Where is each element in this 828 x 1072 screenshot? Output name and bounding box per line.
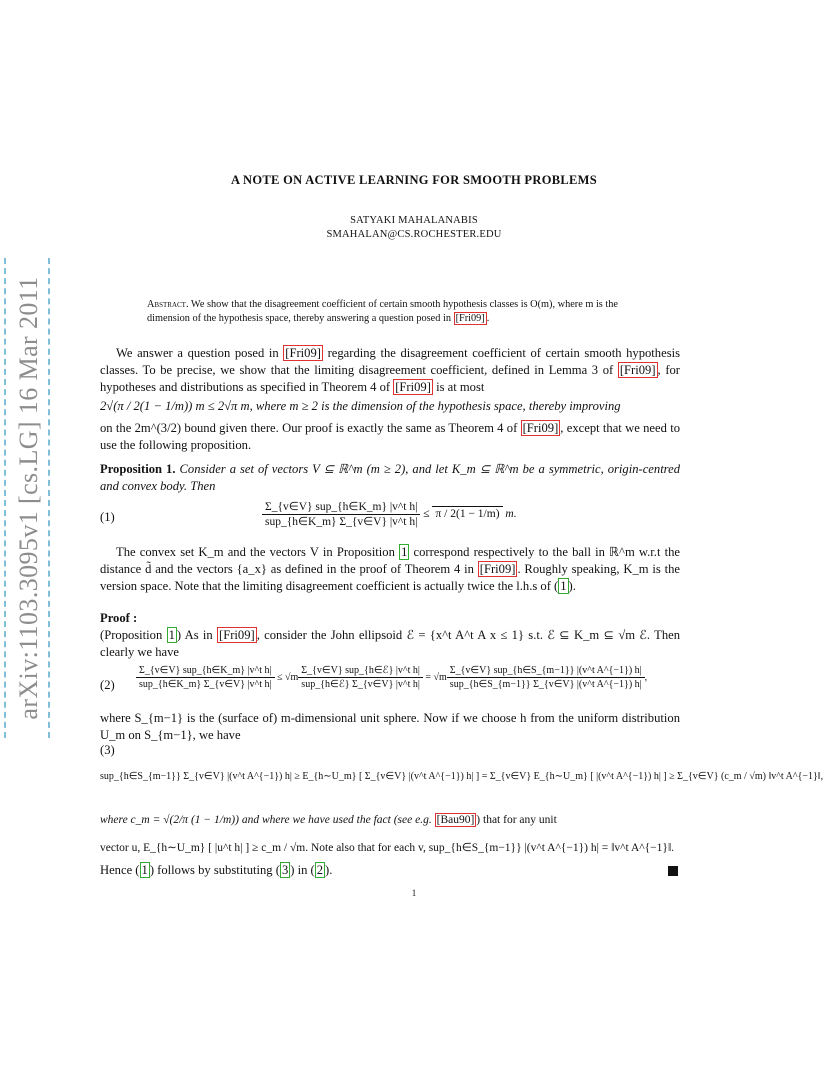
- text: on the 2m^(3/2) bound given there. Our proof is exactly the same as Theorem 4 of: [100, 421, 518, 435]
- intro-math-line: [100, 398, 680, 415]
- text: is at most: [436, 380, 485, 394]
- text: We answer a question posed in: [116, 346, 279, 360]
- reference-link[interactable]: 1: [560, 579, 567, 593]
- proof: [100, 610, 680, 661]
- text: ) in (: [290, 863, 315, 877]
- intro-paragraph: [100, 345, 680, 396]
- relation: ≤ √m: [277, 671, 299, 683]
- text: ).: [325, 863, 333, 877]
- paragraph-4-line-3: [100, 862, 680, 879]
- text: , for hypotheses and distributions as specified in Theorem 4 of: [100, 363, 681, 394]
- equation-number: (3): [100, 743, 115, 757]
- reference-link[interactable]: 1: [401, 545, 408, 559]
- math-inline: 2√(π / 2(1 − 1/m)) m ≤ 2√π m, where m ≥ 2 is the dimension of the hypothesis space, thereby improving: [100, 399, 621, 413]
- fraction-denominator: sup_{h∈K_m} Σ_{v∈V} |v^t h|: [139, 679, 272, 690]
- text: ) As in: [176, 628, 213, 642]
- paragraph-3: where S_{m−1} is the (surface of) m-dimensional unit sphere. Now if we choose h from the uniform distribution U_m on S_{m−1}, we have: [100, 711, 680, 742]
- relation: = √m: [425, 671, 447, 683]
- fraction-numerator: Σ_{v∈V} sup_{h∈K_m} |v^t h|: [262, 500, 420, 515]
- abstract-text: We show that the disagreement coefficient of certain smooth hypothesis classes is O(m), where m is the dimension of the hypothesis space, thereby answering a question posed in: [147, 299, 618, 324]
- citation-link[interactable]: [Fri09]: [285, 346, 321, 360]
- sqrt-term: π / 2(1 − 1/m): [432, 506, 502, 521]
- arxiv-identifier[interactable]: arXiv:1103.3095v1 [cs.LG] 16 Mar 2011: [14, 276, 43, 720]
- paragraph-4-line-1: [100, 812, 680, 829]
- text: where c_m = √(2/π (1 − 1/m)) and where we have used the fact (see e.g.: [100, 814, 432, 826]
- equation-fraction: [298, 664, 423, 691]
- text: , consider the John ellipsoid ℰ = {x^t A^t A x ≤ 1} s.t. ℰ ⊆ K_m ⊆ √m ℰ. Then clearly we have: [100, 628, 681, 659]
- text: ) follows by substituting (: [149, 863, 280, 877]
- citation-link[interactable]: [Fri09]: [219, 628, 255, 642]
- author-name: SATYAKI MAHALANABIS: [350, 215, 478, 226]
- citation-link[interactable]: [Bau90]: [436, 814, 475, 826]
- fraction-numerator: Σ_{v∈V} sup_{h∈ℰ} |v^t h|: [298, 664, 423, 678]
- reference-link[interactable]: 1: [168, 628, 175, 642]
- reference-link[interactable]: 2: [316, 863, 324, 877]
- qed-square-icon: [668, 866, 678, 876]
- proposition-label: Proposition 1.: [100, 462, 176, 476]
- reference-link[interactable]: 3: [281, 863, 289, 877]
- paragraph-4-line-2: vector u, E_{h∼U_m} [ |u^t h| ] ≥ c_m / √m. Note also that for each v, sup_{h∈S_{m−1}} |(v^t A^{−1}) h| = ‖v^t A^{−1}‖.: [100, 842, 675, 854]
- equation-fraction: [262, 500, 420, 529]
- relation: ≤: [423, 508, 430, 521]
- fraction-denominator: sup_{h∈S_{m−1}} Σ_{v∈V} |(v^t A^{−1}) h|: [449, 679, 642, 690]
- arxiv-stamp: [4, 258, 50, 738]
- citation-link[interactable]: [Fri09]: [522, 421, 559, 435]
- equation-3: sup_{h∈S_{m−1}} Σ_{v∈V} |(v^t A^{−1}) h| ≥ E_{h∼U_m} [ Σ_{v∈V} |(v^t A^{−1}) h| ] = Σ_{v∈V} E_{h∼U_m} [ |(v^t A^{−1}) h| ] ≥ Σ_{v∈V} (c_m / √m) ‖v^t A^{−1}‖,: [100, 771, 824, 782]
- paper-title: A NOTE ON ACTIVE LEARNING FOR SMOOTH PROBLEMS: [231, 173, 597, 187]
- abstract-text-end: .: [486, 313, 490, 324]
- text: ) that for any unit: [476, 814, 557, 826]
- page-number: 1: [411, 888, 417, 898]
- proposition: [100, 461, 680, 495]
- citation-link[interactable]: [Fri09]: [455, 313, 485, 324]
- text: regarding the disagreement coefficient of certain smooth hypothesis classes. To be precise, we show that the limiting disagreement coefficient, defined in Lemma 3 of: [100, 346, 680, 377]
- citation-link[interactable]: [Fri09]: [395, 380, 431, 394]
- abstract: [147, 298, 632, 326]
- equation-fraction: [136, 664, 275, 691]
- text: (Proposition: [100, 628, 163, 642]
- fraction-numerator: Σ_{v∈V} sup_{h∈K_m} |v^t h|: [136, 664, 275, 678]
- proof-label: Proof :: [100, 611, 138, 625]
- equation-1: [262, 500, 562, 529]
- citation-link[interactable]: [Fri09]: [479, 562, 516, 576]
- abstract-label: Abstract.: [147, 299, 189, 310]
- proposition-text: Consider a set of vectors V ⊆ ℝ^m (m ≥ 2), and let K_m ⊆ ℝ^m be a symmetric, origin-centred and convex body. Then: [100, 462, 681, 493]
- fraction-denominator: sup_{h∈K_m} Σ_{v∈V} |v^t h|: [265, 516, 418, 528]
- paragraph-2: [100, 544, 680, 595]
- equation-2: [136, 664, 681, 691]
- author-email: SMAHALAN@CS.ROCHESTER.EDU: [326, 229, 502, 240]
- equation-number: (2): [100, 678, 115, 692]
- equation-tail: m.: [505, 508, 517, 521]
- text: Hence (: [100, 863, 140, 877]
- fraction-numerator: Σ_{v∈V} sup_{h∈S_{m−1}} |(v^t A^{−1}) h|: [447, 664, 645, 678]
- reference-link[interactable]: 1: [141, 863, 148, 877]
- intro-paragraph-end: [100, 420, 680, 454]
- equation-number: (1): [100, 510, 115, 524]
- citation-link[interactable]: [Fri09]: [619, 363, 656, 377]
- text: , except that we need to use the following proposition.: [100, 421, 680, 452]
- text: The convex set K_m and the vectors V in Proposition: [116, 545, 395, 559]
- text: correspond respectively to the ball in ℝ^m w.r.t the distance d̃ and the vectors {a_x} as defined in the proof of Theorem 4 in: [100, 545, 680, 576]
- text: . Roughly speaking, K_m is the version space. Note that the limiting disagreement coefficient is actually twice the l.h.s of (: [100, 562, 681, 593]
- text: ).: [568, 579, 576, 593]
- equation-tail: ,: [644, 671, 648, 683]
- fraction-denominator: sup_{h∈ℰ} Σ_{v∈V} |v^t h|: [301, 679, 420, 690]
- equation-fraction: [447, 664, 645, 691]
